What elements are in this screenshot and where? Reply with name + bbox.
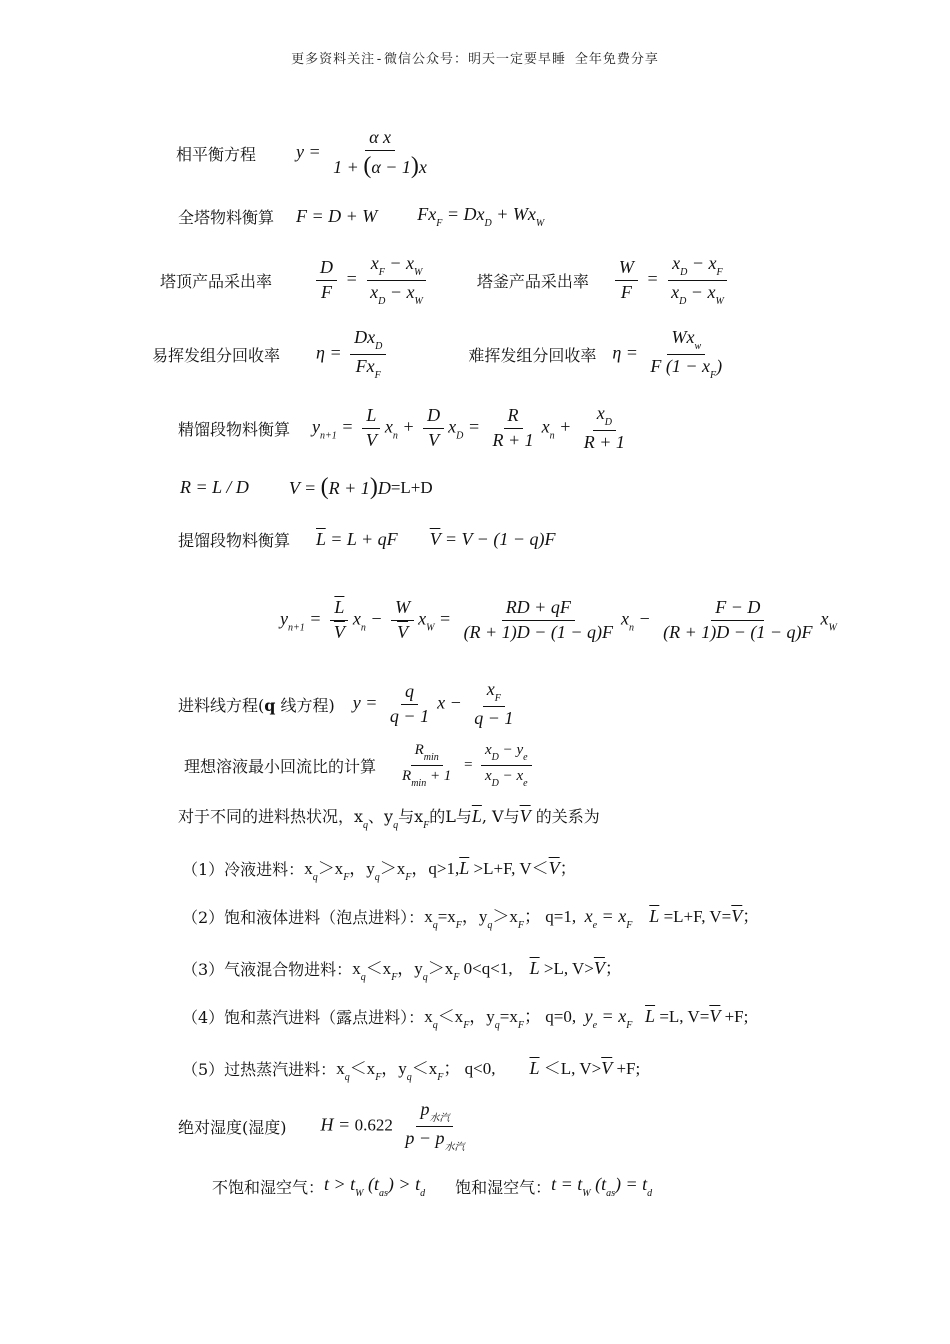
feed-case-4-relations: $x_q<x_F$，$y_q=x_F$； q=0, $y_e = x_F$ $\overline{L} =L$, $V=\overline{V} +F$; bbox=[424, 1006, 749, 1031]
recovery-row bbox=[152, 328, 730, 381]
vapor-flow-formula: V = (R + 1)D bbox=[288, 474, 391, 500]
feed-case-1-relations: $x_q>x_F$，$y_q>x_F$，$q>1,\overline{L} >L+F$, $V<\overline{V}$； bbox=[304, 858, 577, 883]
product-fraction-row bbox=[160, 254, 732, 307]
feed-case-3-label: （3）气液混合物进料： bbox=[182, 960, 353, 979]
feed-case-4 bbox=[182, 1002, 748, 1031]
rectifying-label: 精馏段物料衡算 bbox=[178, 419, 291, 439]
heavy-recovery-label: 难挥发组分回收率 bbox=[468, 346, 597, 365]
equilibrium-formula: y = $\frac{\text{α x}}{1 + (\alpha - 1)x}$ bbox=[296, 127, 427, 179]
feed-case-5-relations: $x_q<x_F$，$y_q<x_F$； q<0, $\overline{L} <L$, $V>\overline{V} +F$; bbox=[336, 1058, 641, 1083]
feed-case-5 bbox=[182, 1054, 640, 1083]
light-recovery-formula: η = $\frac{Dx_D}{Fx_F}$ bbox=[316, 328, 390, 381]
reflux-row bbox=[180, 474, 433, 501]
air-state-row bbox=[212, 1174, 652, 1199]
sat-air-label: 饱和湿空气： bbox=[455, 1178, 552, 1197]
bottom-recovery-formula: $\frac{W}{F}$ = $\frac{x_D - x_F}{x_D - x_W}$ bbox=[611, 254, 732, 307]
bottom-recovery-label: 塔釜产品采出率 bbox=[476, 272, 589, 291]
page-header: 更多资料关注-微信公众号：明天一定要早睡 全年免费分享 bbox=[291, 52, 659, 67]
q-line-formula: y = $\frac{q}{q - 1}$ x − $\frac{x_F}{q - 1}$ bbox=[352, 679, 514, 728]
overall-balance-formula-2: $Fx_F = Dx_D + Wx_W$ bbox=[417, 204, 545, 229]
feed-case-2-relations: $x_q=x_F$，$y_q>x_F$； q=1, $x_e = x_F$ $\overline{L} =L+F$, $V=\overline{V}$； bbox=[424, 906, 760, 931]
stripping-operating-line bbox=[280, 598, 837, 643]
unsat-air-label: 不饱和湿空气： bbox=[212, 1178, 325, 1197]
q-line-label: 进料线方程(q 线方程) bbox=[178, 695, 335, 715]
reflux-ratio-formula: R = L / D bbox=[180, 477, 249, 497]
stripping-row bbox=[178, 528, 555, 551]
stripping-label: 提馏段物料衡算 bbox=[178, 531, 291, 550]
overall-balance-formula-1: F = D + W bbox=[296, 206, 378, 226]
feed-case-1-label: （1）冷液进料： bbox=[182, 860, 305, 879]
feed-intro-row bbox=[178, 804, 600, 831]
feed-intro-text: 对于不同的进料热状况，$x_q$、$y_q$与$x_F$的L与$\overline{L}$, V与$\overline{V}$ 的关系为 bbox=[178, 806, 600, 831]
overall-balance-label: 全塔物料衡算 bbox=[178, 208, 275, 227]
humidity-formula: H = 0.622 $\frac{p_{水汽}}{p - p_{水汽}}$ bbox=[320, 1099, 465, 1153]
top-recovery-formula: $\frac{D}{F}$ = $\frac{x_F - x_W}{x_D - x_W}$ bbox=[312, 254, 431, 307]
feed-case-3-relations: $x_q<x_F$，$y_q>x_F$ 0<q<1, $\overline{L} >L$, $V>\overline{V}$； bbox=[352, 958, 622, 983]
feed-case-1 bbox=[182, 854, 577, 883]
humidity-row bbox=[178, 1100, 473, 1153]
light-recovery-label: 易挥发组分回收率 bbox=[152, 346, 281, 365]
humidity-label: 绝对湿度(湿度) bbox=[178, 1118, 287, 1137]
feed-case-4-label: （4）饱和蒸汽进料（露点进料）： bbox=[182, 1008, 425, 1027]
unsat-air-formula: $t > t_W$ $(t_{as}) > t_d$ bbox=[324, 1174, 426, 1199]
feed-case-5-label: （5）过热蒸汽进料： bbox=[182, 1060, 337, 1079]
feed-case-2 bbox=[182, 902, 759, 931]
stripping-liquid-formula: $\overline{L} = L$ + qF bbox=[316, 529, 398, 549]
min-reflux-row bbox=[184, 742, 536, 789]
rectifying-row bbox=[178, 404, 633, 453]
sat-air-formula: $t = t_W$ $(t_{as}) = t_d$ bbox=[551, 1174, 653, 1199]
feed-case-2-label: （2）饱和液体进料（泡点进料）： bbox=[182, 908, 425, 927]
feed-case-3 bbox=[182, 954, 622, 983]
stripping-operating-formula: $y_{n+1}$ = $\frac{\overline{L}}{V}$ $x_n$ − $\frac{W}{V}$ $x_W$ = $\frac{RD + qF}{(R + 1)D - (1 - q)F}$ $x_n$ − $\frac{F - D}{(R + 1)D - (1 - q)F}$ $x_W$ bbox=[280, 597, 837, 642]
heavy-recovery-formula: η = $\frac{Wx_w}{F (1 - x_F)}$ bbox=[612, 327, 723, 381]
equilibrium-label: 相平衡方程 bbox=[176, 145, 257, 165]
overall-balance-row bbox=[178, 204, 544, 229]
equilibrium-row bbox=[176, 128, 435, 179]
min-reflux-formula: $\frac{R_{min}}{R_{min} + 1}$ = $\frac{x_D - y_e}{x_D - x_e}$ bbox=[394, 742, 536, 789]
min-reflux-label: 理想溶液最小回流比的计算 bbox=[184, 757, 377, 776]
vapor-flow-tail: =L+D bbox=[390, 477, 433, 497]
stripping-vapor-formula: $\overline{V} = V - (1 - q)F$ bbox=[429, 529, 556, 549]
q-line-row bbox=[178, 680, 521, 729]
rectifying-formula: $y_{n+1}$ = $\frac{L}{V}$ $x_n$ + $\frac{D}{V}$ $x_D$ = $\frac{R}{R + 1}$ $x_n$ + $\frac{x_D}{R + 1}$ bbox=[312, 403, 625, 452]
top-recovery-label: 塔顶产品采出率 bbox=[160, 272, 273, 291]
